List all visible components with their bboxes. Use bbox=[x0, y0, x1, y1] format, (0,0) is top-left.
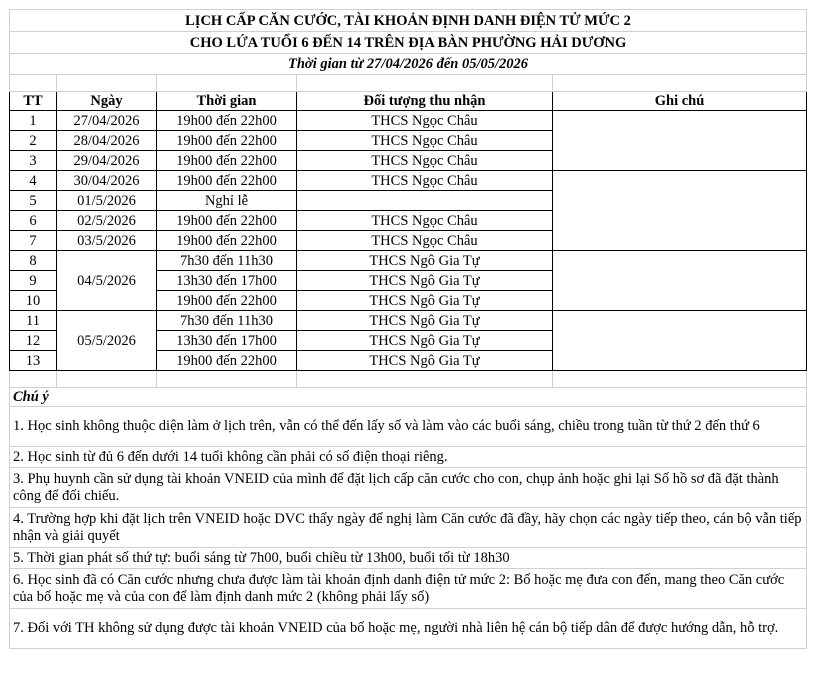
cell-target: THCS Ngọc Châu bbox=[297, 151, 553, 171]
note-item-4: 4. Trường hợp khi đặt lịch trên VNEID hoặc DVC thấy ngày để nghị làm Căn cước đã đầy, hãy chọn các ngày tiếp theo, cán bộ vẫn tiếp nhận và giải quyết bbox=[10, 508, 807, 548]
cell-time: 19h00 đến 22h00 bbox=[157, 211, 297, 231]
cell-date: 29/04/2026 bbox=[57, 151, 157, 171]
note-item-5: 5. Thời gian phát số thứ tự: buổi sáng từ 7h00, buổi chiều từ 13h00, buổi tối từ 18h30 bbox=[10, 548, 807, 569]
col-header-tt: TT bbox=[10, 92, 57, 111]
cell-date: 01/5/2026 bbox=[57, 191, 157, 211]
cell-tt: 4 bbox=[10, 171, 57, 191]
blank-row bbox=[10, 371, 807, 388]
cell-date: 03/5/2026 bbox=[57, 231, 157, 251]
cell-note bbox=[553, 251, 807, 311]
cell-target: THCS Ngô Gia Tự bbox=[297, 251, 553, 271]
table-row bbox=[10, 171, 807, 191]
cell-tt: 12 bbox=[10, 331, 57, 351]
cell-tt: 8 bbox=[10, 251, 57, 271]
blank-row bbox=[10, 75, 807, 92]
cell-tt: 6 bbox=[10, 211, 57, 231]
cell-note bbox=[553, 311, 807, 371]
cell-time: 19h00 đến 22h00 bbox=[157, 291, 297, 311]
cell-tt: 11 bbox=[10, 311, 57, 331]
cell-tt: 9 bbox=[10, 271, 57, 291]
note-item-7: 7. Đối với TH không sử dụng được tài khoản VNEID của bố hoặc mẹ, người nhà liên hệ cán bộ tiếp dân để được hướng dẫn, hỗ trợ. bbox=[10, 609, 807, 649]
cell-target: THCS Ngô Gia Tự bbox=[297, 331, 553, 351]
cell-time: 7h30 đến 11h30 bbox=[157, 251, 297, 271]
cell-target: THCS Ngọc Châu bbox=[297, 231, 553, 251]
cell-time: 13h30 đến 17h00 bbox=[157, 271, 297, 291]
cell-target: THCS Ngô Gia Tự bbox=[297, 271, 553, 291]
cell-date: 30/04/2026 bbox=[57, 171, 157, 191]
col-header-target: Đối tượng thu nhận bbox=[297, 92, 553, 111]
cell-time: 19h00 đến 22h00 bbox=[157, 151, 297, 171]
table-row bbox=[10, 311, 807, 331]
cell-date: 28/04/2026 bbox=[57, 131, 157, 151]
cell-note bbox=[553, 111, 807, 171]
notes-title: Chú ý bbox=[10, 388, 807, 407]
cell-target: THCS Ngọc Châu bbox=[297, 131, 553, 151]
col-header-date: Ngày bbox=[57, 92, 157, 111]
schedule-sheet bbox=[9, 9, 806, 649]
cell-note bbox=[553, 171, 807, 251]
col-header-note: Ghi chú bbox=[553, 92, 807, 111]
cell-time: 13h30 đến 17h00 bbox=[157, 331, 297, 351]
cell-time: 19h00 đến 22h00 bbox=[157, 131, 297, 151]
cell-time: 19h00 đến 22h00 bbox=[157, 111, 297, 131]
cell-tt: 10 bbox=[10, 291, 57, 311]
cell-time: Nghỉ lễ bbox=[157, 191, 297, 211]
cell-target: THCS Ngô Gia Tự bbox=[297, 291, 553, 311]
table-row bbox=[10, 251, 807, 271]
cell-target: THCS Ngô Gia Tự bbox=[297, 311, 553, 331]
cell-time: 19h00 đến 22h00 bbox=[157, 351, 297, 371]
period-text: Thời gian từ 27/04/2026 đến 05/05/2026 bbox=[10, 54, 807, 75]
cell-time: 7h30 đến 11h30 bbox=[157, 311, 297, 331]
cell-tt: 7 bbox=[10, 231, 57, 251]
cell-tt: 3 bbox=[10, 151, 57, 171]
cell-tt: 2 bbox=[10, 131, 57, 151]
note-item-2: 2. Học sinh từ đủ 6 đến dưới 14 tuổi không cần phải có số điện thoại riêng. bbox=[10, 447, 807, 468]
cell-time: 19h00 đến 22h00 bbox=[157, 171, 297, 191]
cell-date: 05/5/2026 bbox=[57, 311, 157, 371]
cell-date: 04/5/2026 bbox=[57, 251, 157, 311]
note-item-1: 1. Học sinh không thuộc diện làm ở lịch trên, vẫn có thể đến lấy số và làm vào các buổi sáng, chiều trong tuần từ thứ 2 đến thứ 6 bbox=[10, 407, 807, 447]
cell-date: 27/04/2026 bbox=[57, 111, 157, 131]
table-header bbox=[10, 92, 807, 111]
cell-tt: 5 bbox=[10, 191, 57, 211]
cell-tt: 1 bbox=[10, 111, 57, 131]
cell-time: 19h00 đến 22h00 bbox=[157, 231, 297, 251]
cell-tt: 13 bbox=[10, 351, 57, 371]
col-header-time: Thời gian bbox=[157, 92, 297, 111]
cell-target: THCS Ngọc Châu bbox=[297, 171, 553, 191]
cell-date: 02/5/2026 bbox=[57, 211, 157, 231]
note-item-3: 3. Phụ huynh cần sử dụng tài khoản VNEID của mình để đặt lịch cấp căn cước cho con, chụp ảnh hoặc ghi lại Số hồ sơ đã đặt thành công để đối chiếu. bbox=[10, 468, 807, 508]
title-line-1: LỊCH CẤP CĂN CƯỚC, TÀI KHOẢN ĐỊNH DANH ĐIỆN TỬ MỨC 2 bbox=[10, 10, 807, 32]
cell-target: THCS Ngọc Châu bbox=[297, 211, 553, 231]
schedule-table bbox=[9, 9, 807, 649]
cell-target bbox=[297, 191, 553, 211]
title-line-2: CHO LỨA TUỔI 6 ĐẾN 14 TRÊN ĐỊA BÀN PHƯỜNG HẢI DƯƠNG bbox=[10, 32, 807, 54]
cell-target: THCS Ngô Gia Tự bbox=[297, 351, 553, 371]
table-row bbox=[10, 111, 807, 131]
cell-target: THCS Ngọc Châu bbox=[297, 111, 553, 131]
note-item-6: 6. Học sinh đã có Căn cước nhưng chưa được làm tài khoản định danh điện tử mức 2: Bố hoặc mẹ đưa con đến, mang theo Căn cước của bố hoặc mẹ và của con để làm định danh mức 2 (không phải lấy số) bbox=[10, 569, 807, 609]
